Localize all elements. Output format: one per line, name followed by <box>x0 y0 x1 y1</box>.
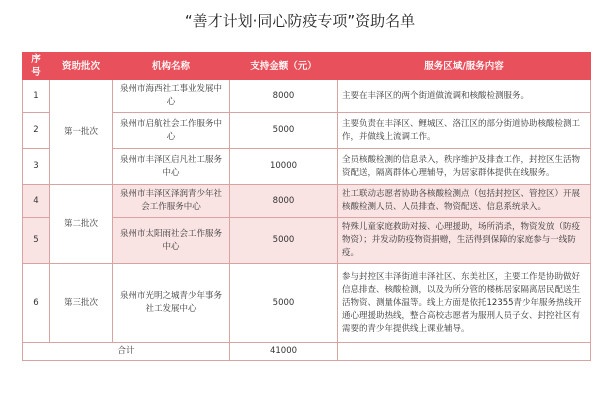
service-content: 参与封控区丰泽街道丰泽社区、东美社区，主要工作是协助做好信息排查、核酸检测，以及为所分管的楼栋居家隔离居民配送生活物资、测量体温等。线上方面是依托12355青少年服务热线开通心理援助热线，整合高校志愿者为服刑人员子女、封控社区有需要的青少年提供线上课业辅导。 <box>338 264 591 343</box>
page-title: “善才计划·同心防疫专项”资助名单 <box>184 12 416 30</box>
col-header-amount: 支持金额（元） <box>230 53 338 80</box>
service-content: 全员核酸检测的信息录入，秩序维护及排查工作，封控区生活物资配送，隔离群体心理辅导，为居家群体提供在线服务。 <box>338 149 591 185</box>
funding-table <box>22 52 591 361</box>
col-header-org: 机构名称 <box>113 53 230 80</box>
amount: 8000 <box>230 185 338 218</box>
org-name: 泉州市光明之城青少年事务社工发展中心 <box>113 264 230 343</box>
table-header-row <box>23 53 591 80</box>
org-name: 泉州市丰泽区启凡社工服务中心 <box>113 149 230 185</box>
service-content: 社工联动志愿者协助各核酸检测点（包括封控区、管控区）开展核酸检测人员、人员排查、物资配送、信息系统录入。 <box>338 185 591 218</box>
batch-cell: 第二批次 <box>50 185 113 264</box>
row-no: 5 <box>23 218 50 264</box>
table-row <box>23 264 591 343</box>
col-header-batch: 资助批次 <box>50 53 113 80</box>
amount: 5000 <box>230 113 338 149</box>
service-content: 主要在丰泽区的两个街道做流调和核酸检测服务。 <box>338 80 591 113</box>
row-no: 1 <box>23 80 50 113</box>
col-header-no: 序号 <box>23 53 50 80</box>
amount: 5000 <box>230 264 338 343</box>
service-content: 特殊儿童家庭救助对接、心理援助，场所消杀，物资发放（防疫物资）；并发动防疫物资捐赠，生活得到保障的家庭参与一线防疫。 <box>338 218 591 264</box>
total-empty-cell <box>338 343 591 361</box>
org-name: 泉州市太阳雨社会工作服务中心 <box>113 218 230 264</box>
total-amount: 41000 <box>230 343 338 361</box>
amount: 8000 <box>230 80 338 113</box>
batch-cell: 第一批次 <box>50 80 113 185</box>
total-row <box>23 343 591 361</box>
total-label: 合计 <box>23 343 230 361</box>
table-row <box>23 185 591 218</box>
org-name: 泉州市海西社工事业发展中心 <box>113 80 230 113</box>
batch-cell: 第三批次 <box>50 264 113 343</box>
org-name: 泉州市丰泽区泽润青少年社会工作服务中心 <box>113 185 230 218</box>
amount: 5000 <box>230 218 338 264</box>
service-content: 主要负责在丰泽区、鲤城区、洛江区的部分街道协助核酸检测工作，并做线上流调工作。 <box>338 113 591 149</box>
row-no: 4 <box>23 185 50 218</box>
row-no: 6 <box>23 264 50 343</box>
table-row <box>23 80 591 113</box>
row-no: 2 <box>23 113 50 149</box>
col-header-content: 服务区域/服务内容 <box>338 53 591 80</box>
amount: 10000 <box>230 149 338 185</box>
row-no: 3 <box>23 149 50 185</box>
org-name: 泉州市启航社会工作服务中心 <box>113 113 230 149</box>
